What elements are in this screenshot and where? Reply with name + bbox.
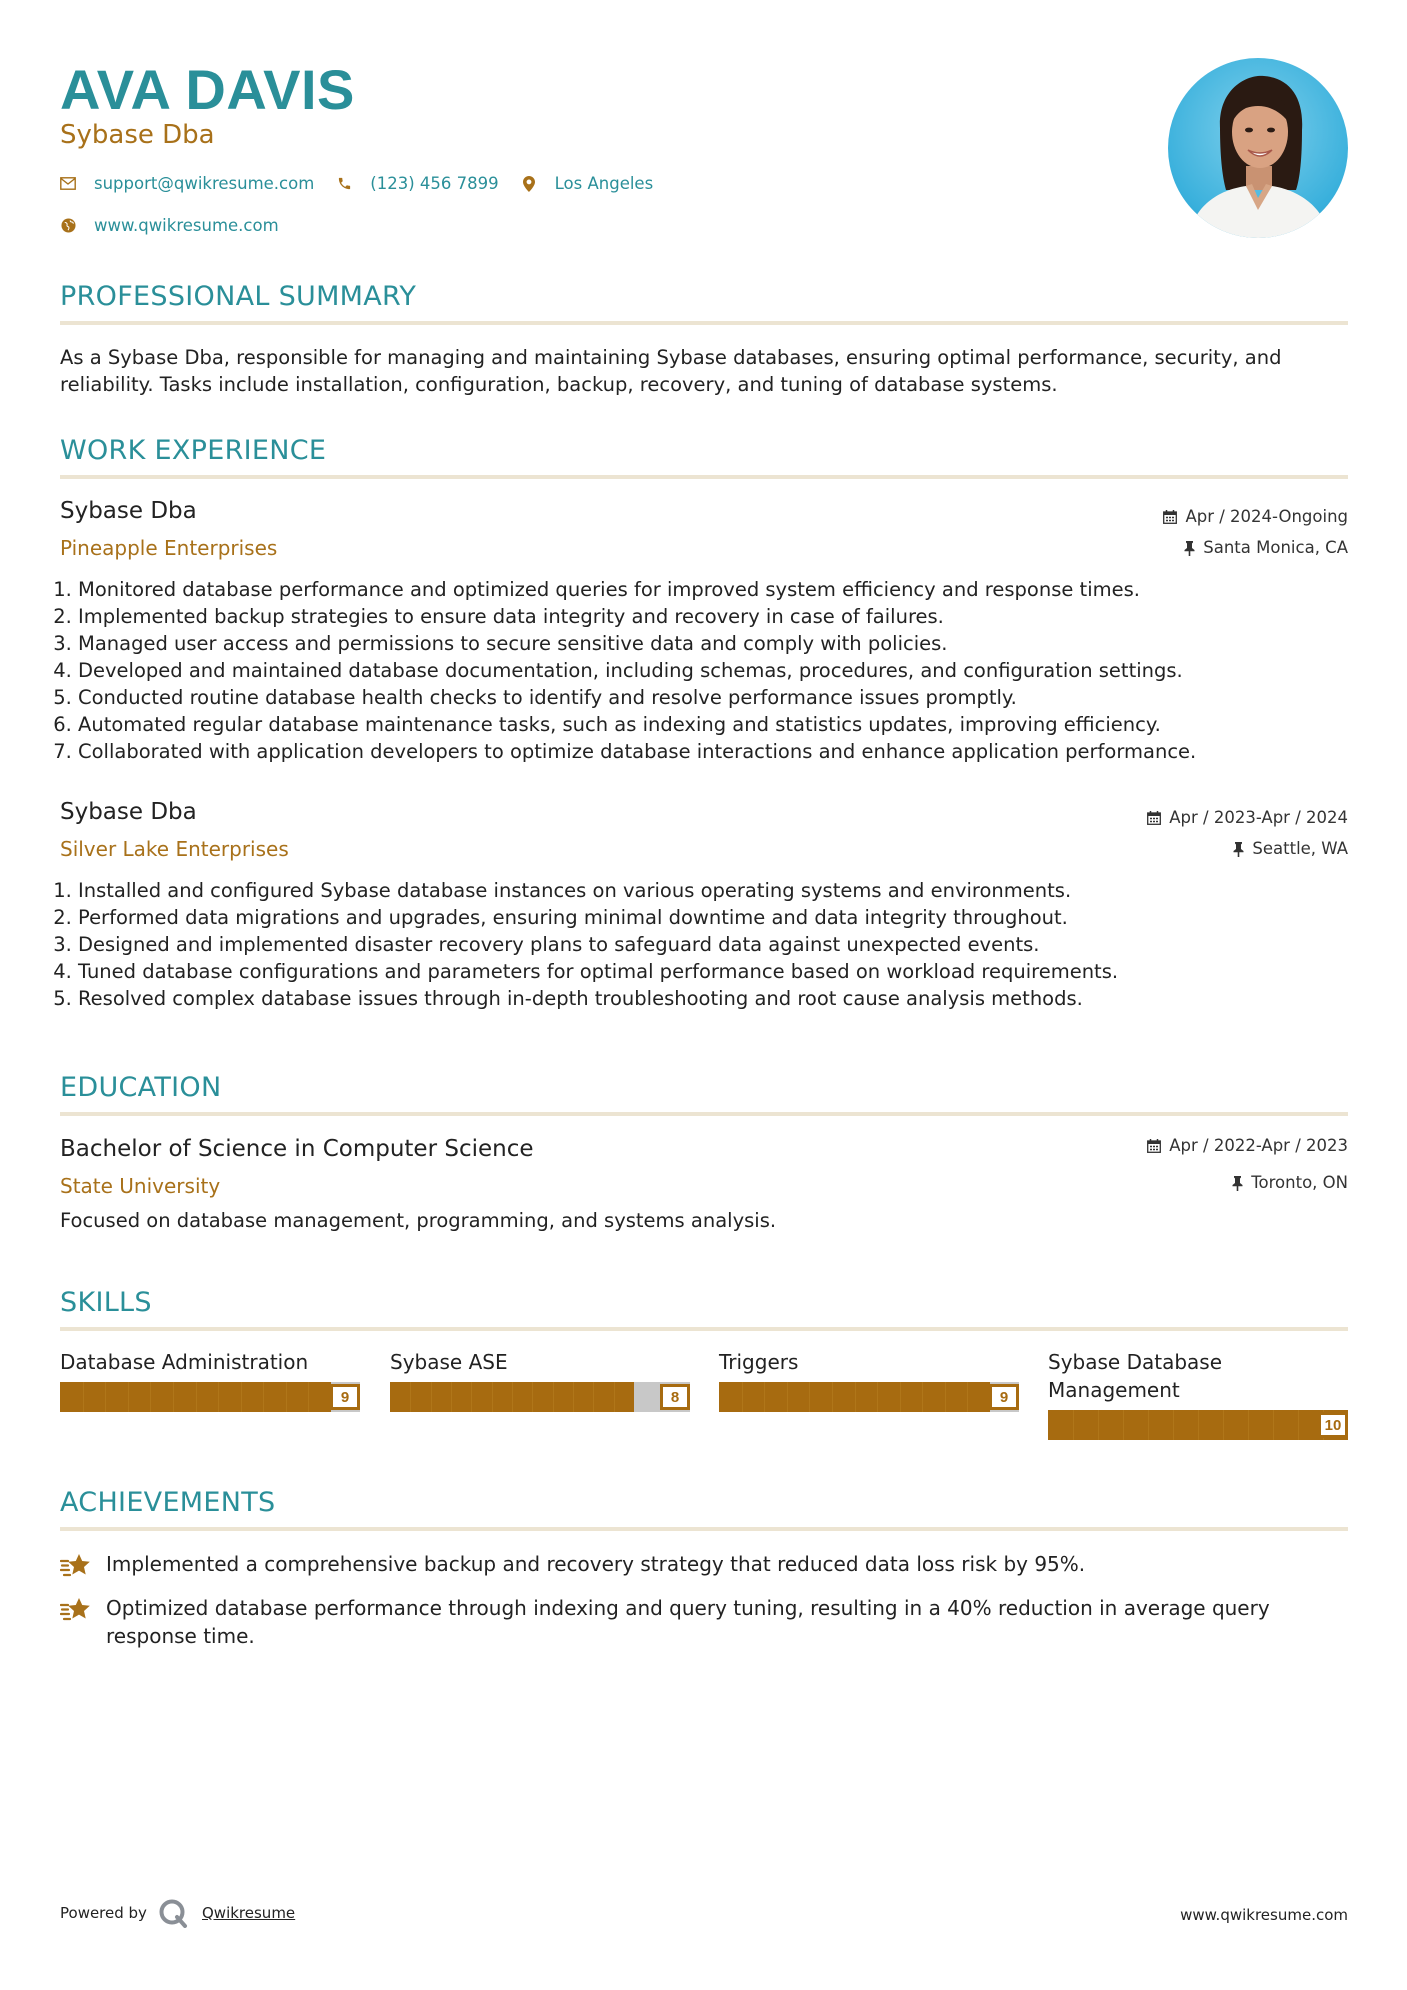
skill-bar-segment bbox=[764, 1382, 765, 1412]
skill-bar-segment bbox=[855, 1382, 856, 1412]
job-bullets bbox=[60, 576, 1348, 765]
skill-bar-segment bbox=[1273, 1410, 1274, 1440]
skill-bar-segment bbox=[1198, 1410, 1199, 1440]
job-bullets bbox=[60, 877, 1348, 1012]
skill-bar-segment bbox=[532, 1382, 533, 1412]
job-location-text: Santa Monica, CA bbox=[1203, 538, 1348, 557]
education-location bbox=[1232, 1172, 1348, 1194]
skills-divider bbox=[60, 1327, 1348, 1331]
skill-bar-segment bbox=[967, 1382, 968, 1412]
skill-bar-segment bbox=[308, 1382, 309, 1412]
location-text: Los Angeles bbox=[554, 174, 654, 193]
phone-icon bbox=[336, 176, 352, 192]
skill-item bbox=[719, 1348, 1019, 1412]
list-item: 3. Managed user access and permissions to secure sensitive data and comply with policies. bbox=[78, 630, 1348, 657]
skill-item bbox=[60, 1348, 360, 1412]
envelope-icon bbox=[60, 176, 76, 192]
skill-bar-segment bbox=[263, 1382, 264, 1412]
education-dates bbox=[1147, 1135, 1348, 1157]
skill-bar-segment bbox=[553, 1382, 554, 1412]
skill-score: 9 bbox=[330, 1384, 360, 1410]
skill-bar bbox=[719, 1382, 1019, 1412]
job-dates bbox=[1163, 506, 1348, 528]
list-item: 5. Conducted routine database health checks to identify and resolve performance issues promptly. bbox=[78, 684, 1348, 711]
page-footer bbox=[60, 1896, 1348, 1932]
achievement-item bbox=[60, 1594, 1348, 1650]
skill-bar-segment bbox=[922, 1382, 923, 1412]
achievement-text: Implemented a comprehensive backup and recovery strategy that reduced data loss risk by 95%. bbox=[106, 1552, 1086, 1576]
candidate-title: Sybase Dba bbox=[60, 120, 215, 150]
skill-label: Sybase ASE bbox=[390, 1350, 508, 1374]
skill-bar bbox=[390, 1382, 690, 1412]
skill-label: Sybase Database Management bbox=[1048, 1350, 1222, 1402]
skill-bar-segment bbox=[787, 1382, 788, 1412]
list-item: 4. Tuned database configurations and parameters for optimal performance based on workload requirements. bbox=[78, 958, 1348, 985]
skill-bar-segment bbox=[1073, 1410, 1074, 1440]
pushpin-icon bbox=[1232, 1176, 1243, 1191]
education-divider bbox=[60, 1112, 1348, 1116]
contact-row-secondary bbox=[60, 216, 301, 235]
skill-bar bbox=[60, 1382, 360, 1412]
job-company: Silver Lake Enterprises bbox=[60, 837, 289, 861]
skill-bar-segment bbox=[196, 1382, 197, 1412]
skill-bar-segment bbox=[471, 1382, 472, 1412]
skill-bar-segment bbox=[1098, 1410, 1099, 1440]
skill-score: 10 bbox=[1318, 1412, 1348, 1438]
job-dates-text: Apr / 2024-Ongoing bbox=[1185, 507, 1348, 526]
skill-bar bbox=[1048, 1410, 1348, 1440]
skill-bar-segment bbox=[83, 1382, 84, 1412]
skill-bar-segment bbox=[286, 1382, 287, 1412]
job-location bbox=[1233, 838, 1348, 860]
skill-bar-segment bbox=[128, 1382, 129, 1412]
pushpin-icon bbox=[1184, 541, 1195, 556]
skill-bar-segment bbox=[410, 1382, 411, 1412]
contact-row-primary bbox=[60, 174, 675, 193]
achievement-item bbox=[60, 1550, 1348, 1581]
education-location-text: Toronto, ON bbox=[1251, 1173, 1348, 1192]
list-item: 4. Developed and maintained database documentation, including schemas, procedures, and configuration settings. bbox=[78, 657, 1348, 684]
education-heading: EDUCATION bbox=[60, 1072, 222, 1103]
list-item: 2. Performed data migrations and upgrades, ensuring minimal downtime and data integrity throughout. bbox=[78, 904, 1348, 931]
star-badge-icon bbox=[60, 1549, 92, 1581]
summary-heading: PROFESSIONAL SUMMARY bbox=[60, 281, 417, 312]
email-link[interactable]: support@qwikresume.com bbox=[94, 174, 315, 193]
skill-bar-segment bbox=[241, 1382, 242, 1412]
job-dates bbox=[1147, 807, 1348, 829]
skill-bar-segment bbox=[832, 1382, 833, 1412]
footer-website[interactable]: www.qwikresume.com bbox=[1180, 1906, 1348, 1924]
calendar-icon bbox=[1147, 1139, 1161, 1153]
skill-bar-segment bbox=[1248, 1410, 1249, 1440]
summary-text: As a Sybase Dba, responsible for managing and maintaining Sybase databases, ensuring optimal performance, security, and reliability. Tasks include installation, configuration, backup, recovery, and tuning of database systems. bbox=[60, 346, 1282, 396]
degree-title: Bachelor of Science in Computer Science bbox=[60, 1136, 534, 1162]
skill-label: Database Administration bbox=[60, 1350, 309, 1374]
map-pin-icon bbox=[521, 176, 537, 192]
skill-bar-segment bbox=[218, 1382, 219, 1412]
website-link[interactable]: www.qwikresume.com bbox=[94, 216, 279, 235]
phone-number[interactable]: (123) 456 7899 bbox=[370, 174, 499, 193]
school-name: State University bbox=[60, 1174, 221, 1198]
star-badge-icon bbox=[60, 1593, 92, 1625]
skill-bar-segment bbox=[150, 1382, 151, 1412]
list-item: 5. Resolved complex database issues through in-depth troubleshooting and root cause analysis methods. bbox=[78, 985, 1348, 1012]
skill-bar-segment bbox=[1123, 1410, 1124, 1440]
job-location-text: Seattle, WA bbox=[1252, 839, 1348, 858]
qwikresume-logo-icon bbox=[158, 1898, 188, 1928]
skill-score: 9 bbox=[989, 1384, 1019, 1410]
powered-by-label: Powered by bbox=[60, 1904, 147, 1922]
experience-heading: WORK EXPERIENCE bbox=[60, 435, 327, 466]
skill-bar-segment bbox=[451, 1382, 452, 1412]
skill-bar-segment bbox=[1148, 1410, 1149, 1440]
skill-bar-segment bbox=[431, 1382, 432, 1412]
skill-bar-segment bbox=[105, 1382, 106, 1412]
list-item: 3. Designed and implemented disaster recovery plans to safeguard data against unexpected events. bbox=[78, 931, 1348, 958]
list-item: 6. Automated regular database maintenance tasks, such as indexing and statistics updates, improving efficiency. bbox=[78, 711, 1348, 738]
skill-bar-segment bbox=[945, 1382, 946, 1412]
list-item: 1. Installed and configured Sybase database instances on various operating systems and environments. bbox=[78, 877, 1348, 904]
skill-bar-segment bbox=[877, 1382, 878, 1412]
list-item: 2. Implemented backup strategies to ensure data integrity and recovery in case of failures. bbox=[78, 603, 1348, 630]
skill-bar-segment bbox=[1298, 1410, 1299, 1440]
job-title: Sybase Dba bbox=[60, 799, 197, 825]
profile-photo bbox=[1168, 58, 1348, 238]
skill-bar-segment bbox=[1173, 1410, 1174, 1440]
skill-label: Triggers bbox=[719, 1350, 799, 1374]
skill-item bbox=[1048, 1348, 1348, 1440]
job-company: Pineapple Enterprises bbox=[60, 536, 278, 560]
calendar-icon bbox=[1147, 811, 1161, 825]
skill-bar-segment bbox=[900, 1382, 901, 1412]
achievement-text: Optimized database performance through indexing and query tuning, resulting in a 40% reduction in average query response time. bbox=[106, 1596, 1270, 1648]
skill-bar-segment bbox=[593, 1382, 594, 1412]
list-item: 7. Collaborated with application developers to optimize database interactions and enhance application performance. bbox=[78, 738, 1348, 765]
list-item: 1. Monitored database performance and optimized queries for improved system efficiency and response times. bbox=[78, 576, 1348, 603]
skill-score: 8 bbox=[660, 1384, 690, 1410]
skills-heading: SKILLS bbox=[60, 1287, 152, 1318]
experience-divider bbox=[60, 475, 1348, 479]
summary-divider bbox=[60, 321, 1348, 325]
pushpin-icon bbox=[1233, 842, 1244, 857]
globe-icon bbox=[60, 218, 76, 234]
skill-bar-segment bbox=[614, 1382, 615, 1412]
skill-bar-segment bbox=[573, 1382, 574, 1412]
skill-bar-segment bbox=[809, 1382, 810, 1412]
skill-bar-segment bbox=[742, 1382, 743, 1412]
skill-bar-segment bbox=[173, 1382, 174, 1412]
achievements-divider bbox=[60, 1527, 1348, 1531]
skill-bar-segment bbox=[492, 1382, 493, 1412]
job-location bbox=[1184, 537, 1348, 559]
qwikresume-link[interactable]: Qwikresume bbox=[202, 1904, 296, 1922]
skill-bar-segment bbox=[1223, 1410, 1224, 1440]
job-dates-text: Apr / 2023-Apr / 2024 bbox=[1169, 808, 1348, 827]
education-dates-text: Apr / 2022-Apr / 2023 bbox=[1169, 1136, 1348, 1155]
candidate-name: AVA DAVIS bbox=[60, 58, 355, 121]
skill-item bbox=[390, 1348, 690, 1412]
job-title: Sybase Dba bbox=[60, 498, 197, 524]
calendar-icon bbox=[1163, 510, 1177, 524]
education-description: Focused on database management, programming, and systems analysis. bbox=[60, 1209, 777, 1232]
skill-bar-segment bbox=[512, 1382, 513, 1412]
achievements-heading: ACHIEVEMENTS bbox=[60, 1487, 276, 1518]
